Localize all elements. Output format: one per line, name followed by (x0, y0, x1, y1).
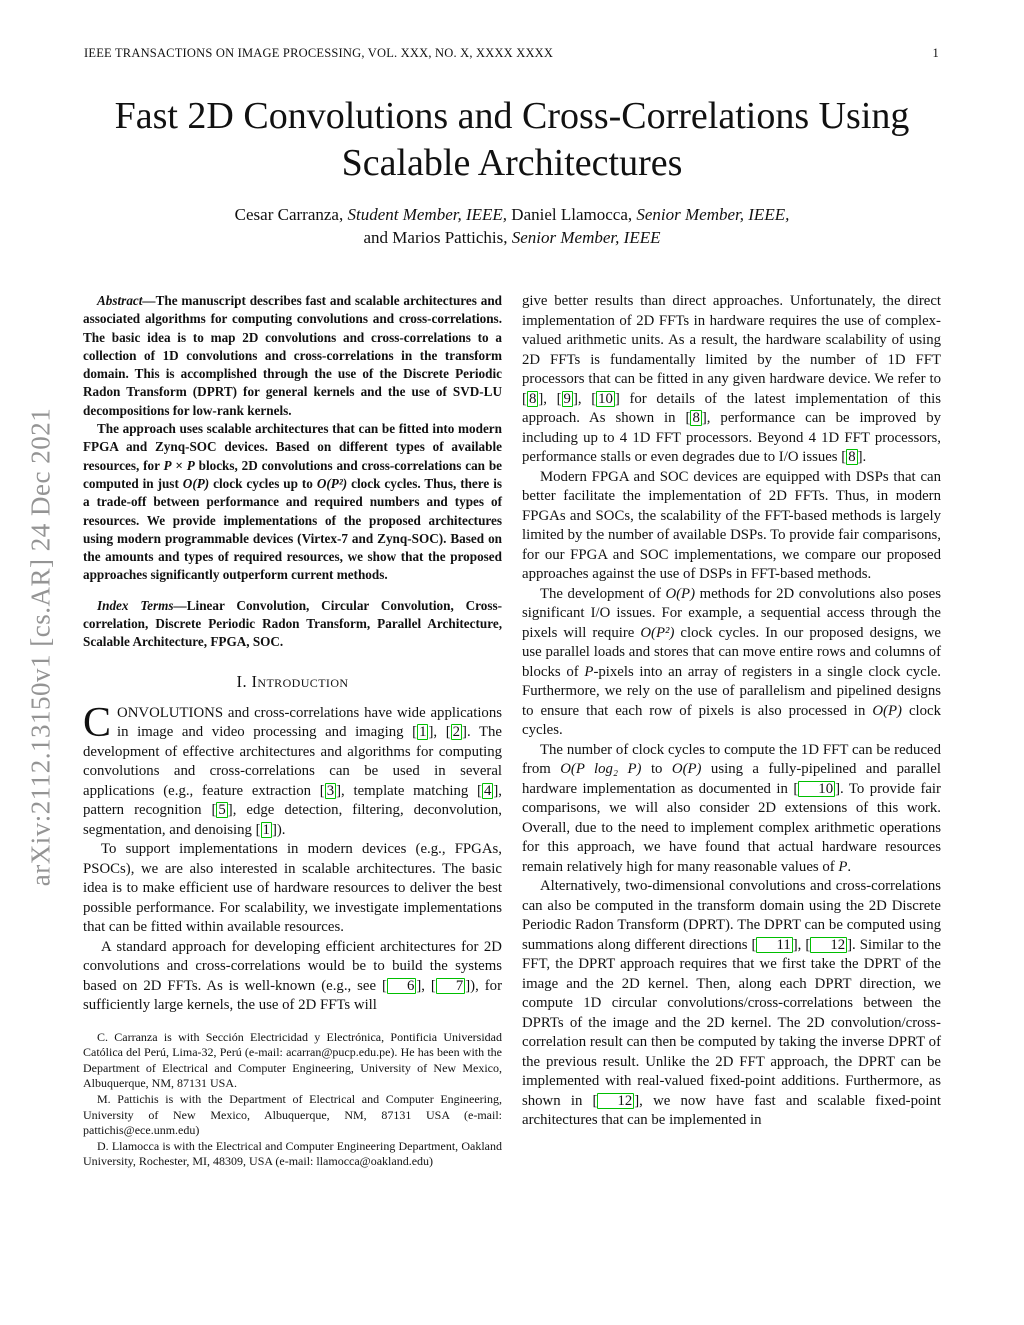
paper-title-line2: Scalable Architectures (341, 142, 683, 184)
journal-header: IEEE TRANSACTIONS ON IMAGE PROCESSING, VOL. XXX, NO. X, XXXX XXXX (84, 46, 554, 60)
abstract-paragraph-1: Abstract—The manuscript describes fast and scalable architectures and associated algorithms for computing convolutions and cross-correlations. The basic idea is to map 2D convolutions and cross-correlations to a collection of 1D convolutions and cross-correlations in the transform domain. This is accomplished through the use of the Discrete Periodic Radon Transform (DPRT) for general kernels and the use of SVD-LU decompositions for low-rank kernels. (83, 293, 502, 418)
footnote-pattichis: M. Pattichis is with the Department of Electrical and Computer Engineering, University of New Mexico, Albuquerque, NM, 87131 USA (e-mail: pattichis@ece.unm.edu) (83, 1092, 502, 1138)
footnote-block (83, 1030, 502, 1170)
citation-link[interactable]: 11 (756, 937, 792, 953)
citation-link[interactable]: 8 (692, 410, 700, 426)
citation-link[interactable]: 10 (798, 781, 835, 797)
footnote-llamocca: D. Llamocca is with the Electrical and Computer Engineering Department, Oakland University, Rochester, MI, 48309, USA (e-mail: llamocca@oakland.edu) (83, 1138, 502, 1169)
column-paragraph: The number of clock cycles to compute the 1D FFT can be reduced from O(P log₂ P) to O(P) using a fully-pipelined and parallel hardware implementation as documented in [ 10 ]. To provide fair comparisons, we will also consider 2D extensions of this work. Overall, due to the need to implement complex arithmetic operations for this approach, we have found that actual hardware resources remain relatively high for many reasonable values of P. (522, 741, 941, 875)
intro-paragraph-2: To support implementations in modern devices (e.g., FPGAs, PSOCs), we are also interested in scalable architectures. The basic idea is to make efficient use of hardware resources to deliver the best possible performance. For scalability, we investigate implementations that can be fitted within available resources. (83, 841, 502, 936)
paper-title-line1: Fast 2D Convolutions and Cross-Correlations Using (114, 95, 910, 137)
citation-link[interactable]: 7 (436, 978, 465, 994)
citation-link[interactable]: 3 (326, 782, 335, 799)
abstract-label: Abstract— (97, 293, 156, 308)
author-line-2: and Marios Pattichis, Senior Member, IEEE (363, 228, 661, 247)
abstract-paragraph-2: The approach uses scalable architectures that can be fitted into modern FPGA and Zynq-SOC devices. Based on different types of available resources, for P × P blocks, 2D convolutions and cross-correlations can be computed in just O(P) clock cycles up to O(P²) clock cycles. Thus, there is a trade-off between performance and required numbers and types of resources. We provide implementations of the proposed architectures using modern programmable devices (Virtex-7 and Zynq-SOC). Based on the amounts and types of required resources, we show that the proposed approaches significantly outperform current methods. (83, 421, 503, 583)
intro-paragraph-3: A standard approach for developing efficient architectures for 2D convolutions and cross-correlations would be to build the systems based on 2D FFTs. As is well-known (e.g., see [ 6 ], [ 7 ]), for sufficiently large kernels, the use of 2D FFTs will (83, 938, 502, 1014)
citation-link[interactable]: 4 (483, 782, 492, 799)
right-column (522, 292, 941, 1170)
citation-link[interactable]: 5 (218, 802, 226, 819)
citation-link[interactable]: 10 (598, 390, 613, 407)
citation-link[interactable]: 6 (387, 978, 416, 994)
section-heading-introduction: I. Introduction (236, 671, 349, 691)
two-column-body (0, 292, 1024, 1170)
column-paragraph: give better results than direct approaches. Unfortunately, the direct implementation of 2D FFTs in hardware requires the use of complex-valued arithmetic units. As a result, the hardware scalability of using 2D FFTs is fundamentally limited by the number of 1D FFT processors that can be fitted in any given hardware device. We refer to [ 8 ], [ 9 ], [ 10 ] for details of the latest implementation of this approach. As shown in [ 8 ], performance can be improved by including up to 4 1D FFT processors. Beyond 4 1D FFT processors, performance stalls or even degrades due to I/O issues [ 8 ]. (522, 293, 941, 465)
page-number: 1 (932, 46, 939, 60)
dropcap: C (83, 699, 112, 746)
citation-link[interactable]: 8 (528, 390, 537, 407)
citation-link[interactable]: 2 (452, 724, 461, 741)
citation-link[interactable]: 9 (563, 390, 571, 407)
index-terms: Index Terms—Linear Convolution, Circular Convolution, Cross-correlation, Discrete Periodic Radon Transform, Parallel Architecture, Scalable Architecture, FPGA, SOC. (83, 597, 502, 650)
citation-link[interactable]: 1 (262, 821, 270, 838)
author-list (0, 203, 1024, 249)
index-terms-label: Index Terms— (97, 597, 187, 613)
citation-link[interactable]: 1 (419, 724, 427, 741)
column-paragraph: The development of O(P) methods for 2D convolutions also poses significant I/O issues. For example, a sequential access through the pixels will require O(P²) clock cycles. In our proposed designs, we use parallel loads and stores that can move entire rows and columns of blocks of P-pixels into an array of registers in a single clock cycle. Furthermore, we rely on the use of parallelism and pipelined designs to ensure that each row of pixels is also processed in O(P) clock cycles. (522, 585, 942, 738)
citation-link[interactable]: 12 (810, 937, 847, 953)
column-paragraph: Modern FPGA and SOC devices are equipped with DSPs that can better facilitate the implementation of 2D FFTs. Thus, in modern FPGAs and SOCs, the scalability of the FFT-based methods is largely limited by the number of available DSPs. To provide fair comparisons, for our FPGA and SOC implementations, we compare our proposed approaches against the use of DSPs in FFT-based methods. (522, 468, 941, 582)
paper-title (0, 93, 1024, 187)
citation-link[interactable]: 12 (597, 1093, 634, 1109)
left-column (83, 292, 502, 1170)
citation-link[interactable]: 8 (848, 449, 856, 465)
intro-paragraph-1: CONVOLUTIONS and cross-correlations have wide applications in image and video processing and imaging [ 1 ], [ 2 ]. The development of effective architectures and algorithms for computing convolutions and cross-correlations can be used in several applications (e.g., feature extraction [ 3 ], template matching [ 4 ], pattern recognition [ 5 ], edge detection, filtering, deconvolution, segmentation, and denoising [ 1 ]). (83, 699, 502, 838)
footnote-carranza: C. Carranza is with Sección Electricidad y Electrónica, Pontificia Universidad Católica del Perú, Lima-32, Perú (e-mail: acarran@pucp.edu.pe). He has been with the Department of Electrical and Computer Engineering, University of New Mexico, Albuquerque, NM, 87131 USA. (83, 1029, 502, 1091)
author-line-1: Cesar Carranza, Student Member, IEEE, Daniel Llamocca, Senior Member, IEEE, (234, 205, 790, 224)
column-paragraph: Alternatively, two-dimensional convolutions and cross-correlations can also be computed in the transform domain using the 2D Discrete Periodic Radon Transform (DPRT). The DPRT can be computed using summations along different directions [ 11 ], [ 12 ]. Similar to the FFT, the DPRT approach requires that we first take the DPRT of the image and the 2D kernel. Then, along each DPRT direction, we compute 1D circular convolutions/cross-correlations between the DPRTs of the image and the 2D kernel. The 2D convolution/cross-correlation result can then be computed by taking the inverse DPRT of the previous result. Unlike the 2D FFT approach, the DPRT can be implemented with real-valued fixed-point additions. Furthermore, as shown in [ 12 ], we now have fast and scalable fixed-point architectures that can be implemented in (522, 878, 941, 1128)
running-header (0, 46, 1024, 61)
title-block (0, 93, 1024, 249)
arxiv-watermark: arXiv:2112.13150v1 [cs.AR] 24 Dec 2021 (25, 407, 56, 887)
